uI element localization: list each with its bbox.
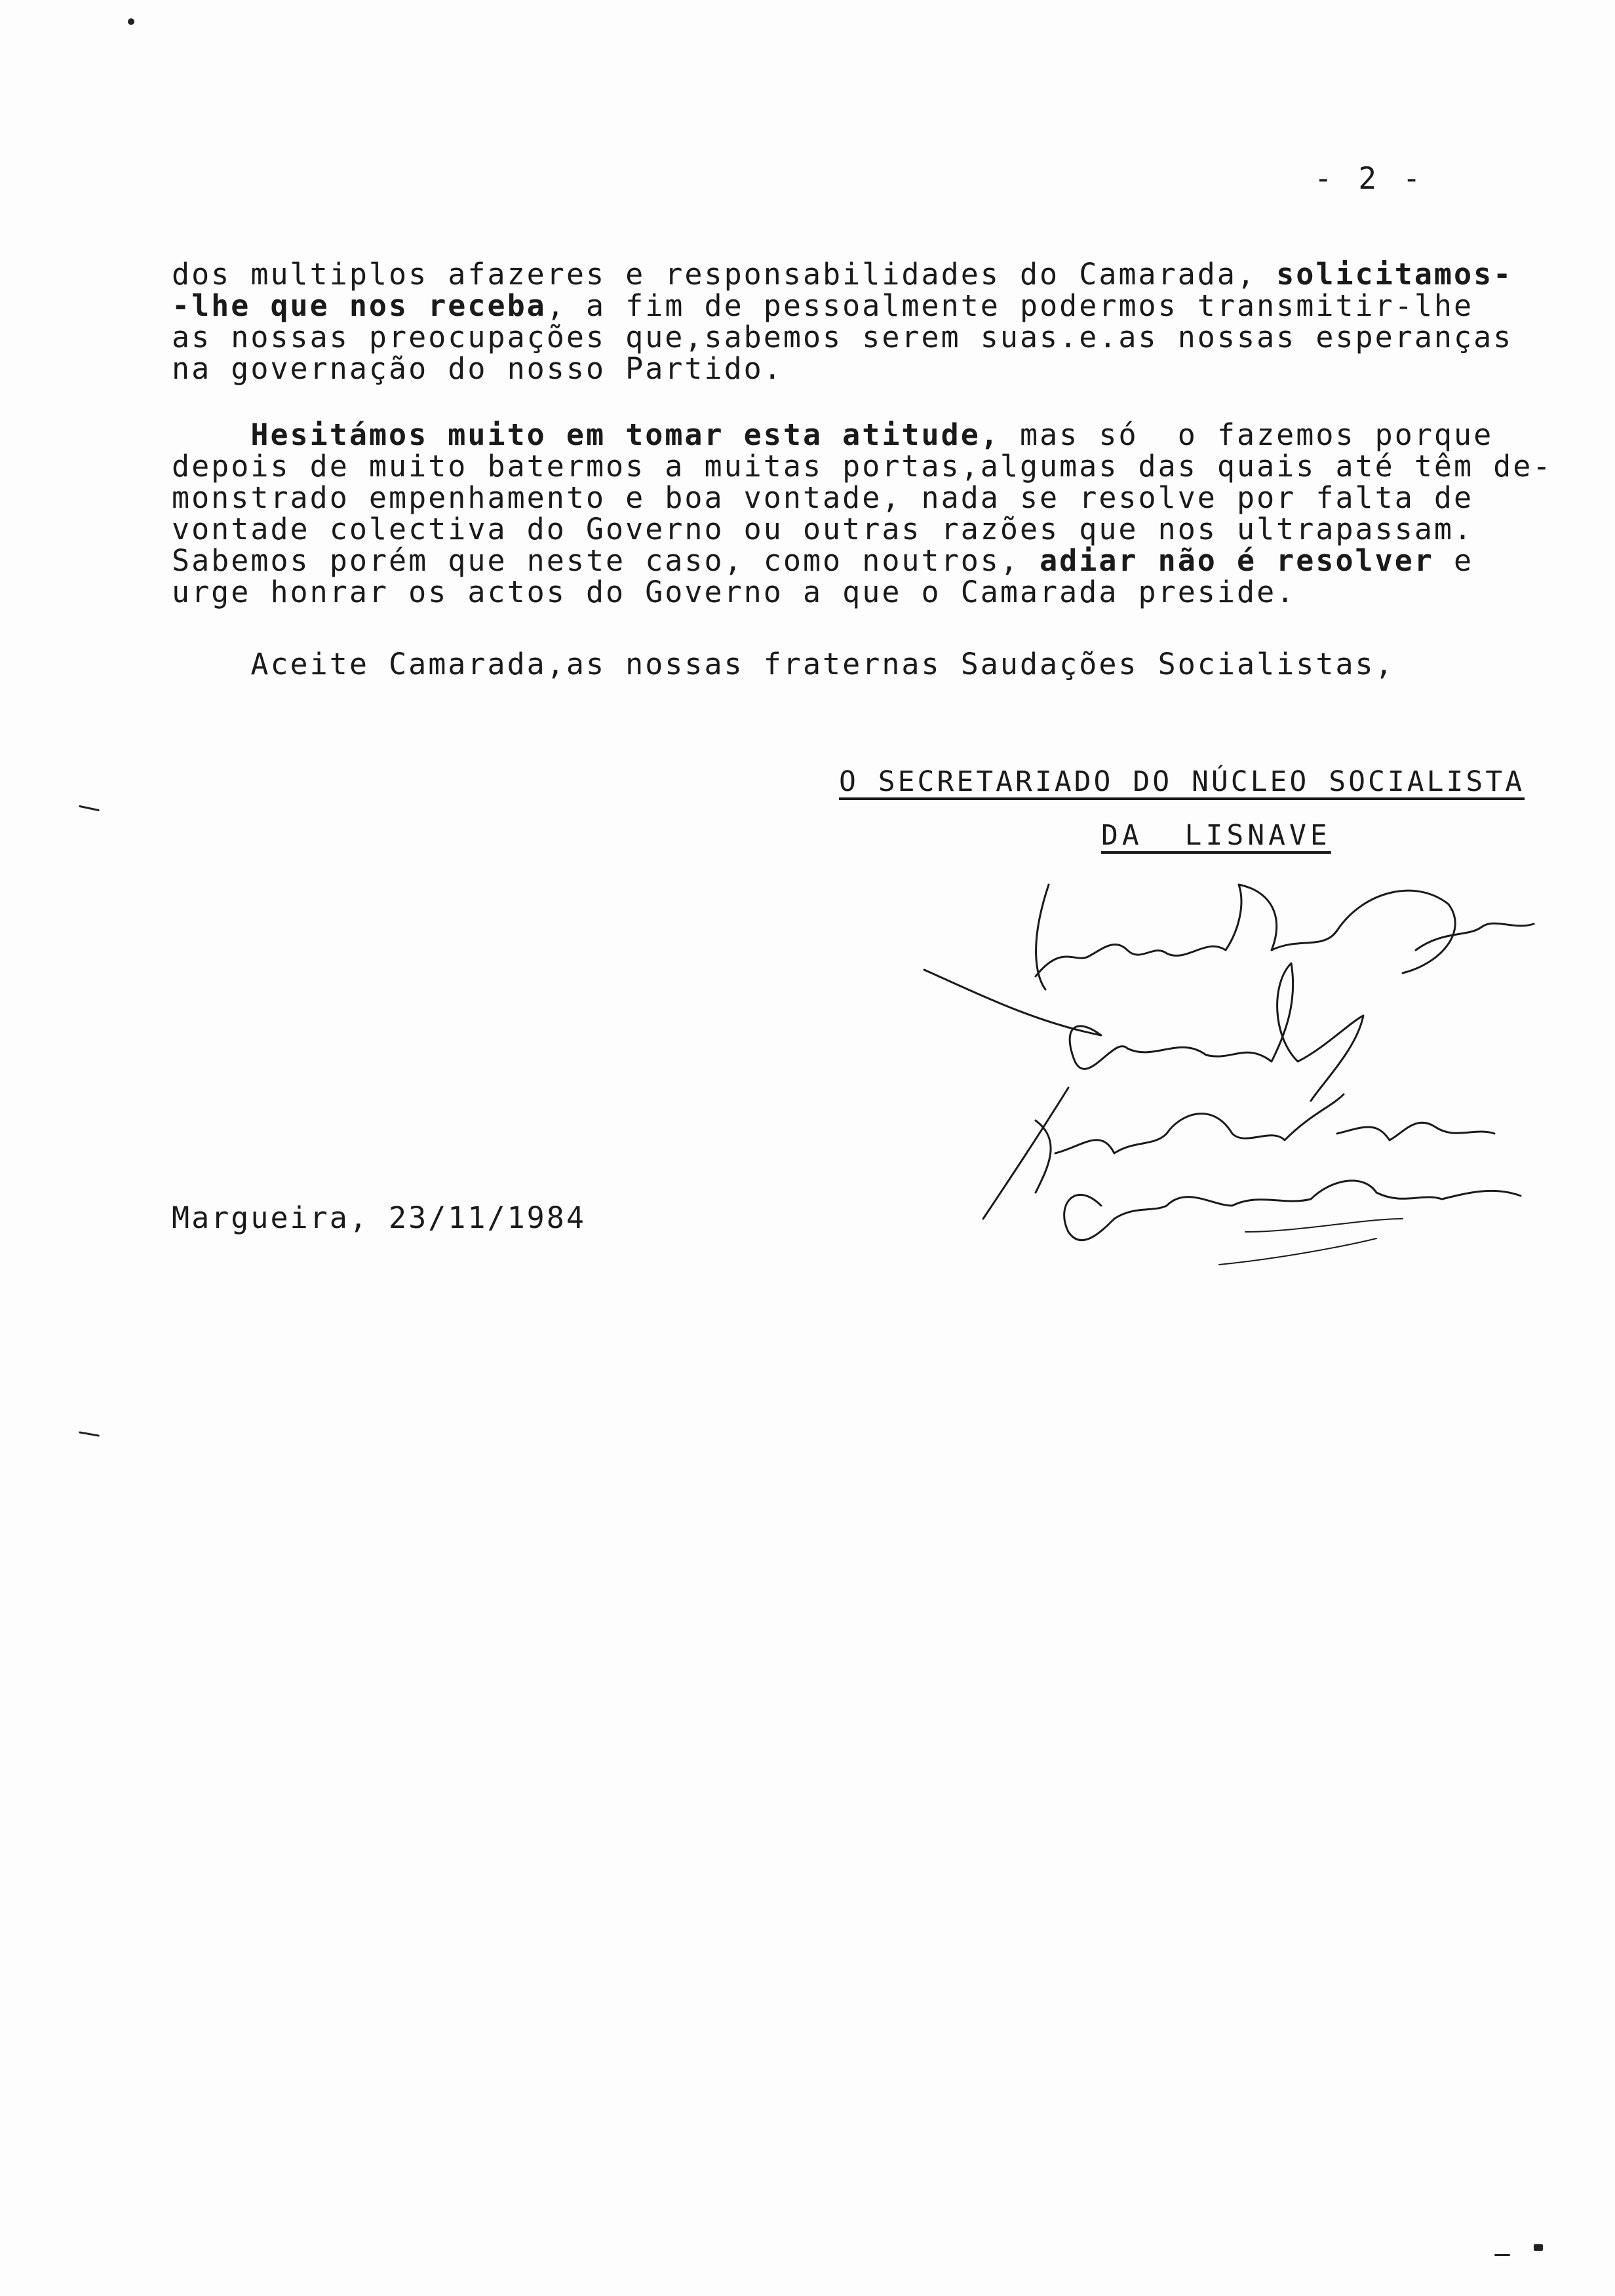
place-and-date: Margueira, 23/11/1984 [172, 1200, 586, 1235]
signature-stroke [983, 1088, 1521, 1240]
handwritten-signatures [905, 865, 1560, 1324]
signature-stroke [1219, 1238, 1376, 1265]
bold-text-run: adiar não é resolver [1040, 543, 1434, 578]
text-run: urge honrar os actos do Governo a que o Camarada preside. [172, 575, 1296, 609]
text-line [172, 259, 1561, 290]
scan-artifact-mark [1494, 2254, 1510, 2256]
text-run: vontade colectiva do Governo ou outras razões que nos ultrapassam. [172, 512, 1474, 546]
bold-text-run: Hesitámos muito em tomar esta atitude, [250, 417, 1000, 452]
scan-artifact-mark [79, 1431, 100, 1437]
bold-text-run: -lhe que nos receba [172, 288, 547, 323]
text-run: Sabemos porém que neste caso, como noutros, [172, 543, 1040, 578]
text-line [172, 649, 1561, 680]
text-run: na governação do nosso Partido. [172, 351, 783, 386]
signature-stroke [924, 963, 1363, 1101]
paragraph-2 [172, 419, 1561, 608]
signature-stroke [1245, 1219, 1403, 1232]
signature-stroke [1036, 1094, 1494, 1193]
bold-text-run: solicitamos- [1276, 257, 1513, 292]
paragraph-1 [172, 259, 1561, 385]
scan-artifact-mark [79, 805, 100, 812]
scan-artifact-mark [128, 18, 134, 25]
signature-organization-line1: O SECRETARIADO DO NÚCLEO SOCIALISTA [839, 765, 1525, 798]
text-line [172, 577, 1561, 608]
text-run: , a fim de pessoalmente podermos transmitir-lhe [546, 288, 1474, 323]
text-line [172, 514, 1561, 545]
text-run: dos multiplos afazeres e responsabilidades do Camarada, [172, 257, 1277, 292]
text-line [172, 482, 1561, 514]
scan-artifact-mark [1534, 2244, 1543, 2251]
signature-organization-line2: DA LISNAVE [1101, 819, 1331, 852]
closing-salutation [172, 649, 1561, 680]
text-run: depois de muito batermos a muitas portas,algumas das quais até têm de- [172, 449, 1553, 484]
text-line [172, 290, 1561, 322]
text-run: Aceite Camarada,as nossas fraternas Saudações Socialistas, [172, 647, 1395, 681]
text-line [172, 322, 1561, 353]
text-run: monstrado empenhamento e boa vontade, nada se resolve por falta de [172, 480, 1474, 515]
text-run [172, 417, 250, 452]
text-line [172, 353, 1561, 385]
text-run: as nossas preocupações que,sabemos serem suas.e.as nossas esperanças [172, 320, 1513, 354]
page-number: - 2 - [1314, 161, 1425, 196]
text-run: mas só o fazemos porque [1000, 417, 1494, 452]
text-line [172, 419, 1561, 451]
text-line [172, 451, 1561, 482]
text-run: e [1433, 543, 1474, 578]
text-line [172, 545, 1561, 577]
